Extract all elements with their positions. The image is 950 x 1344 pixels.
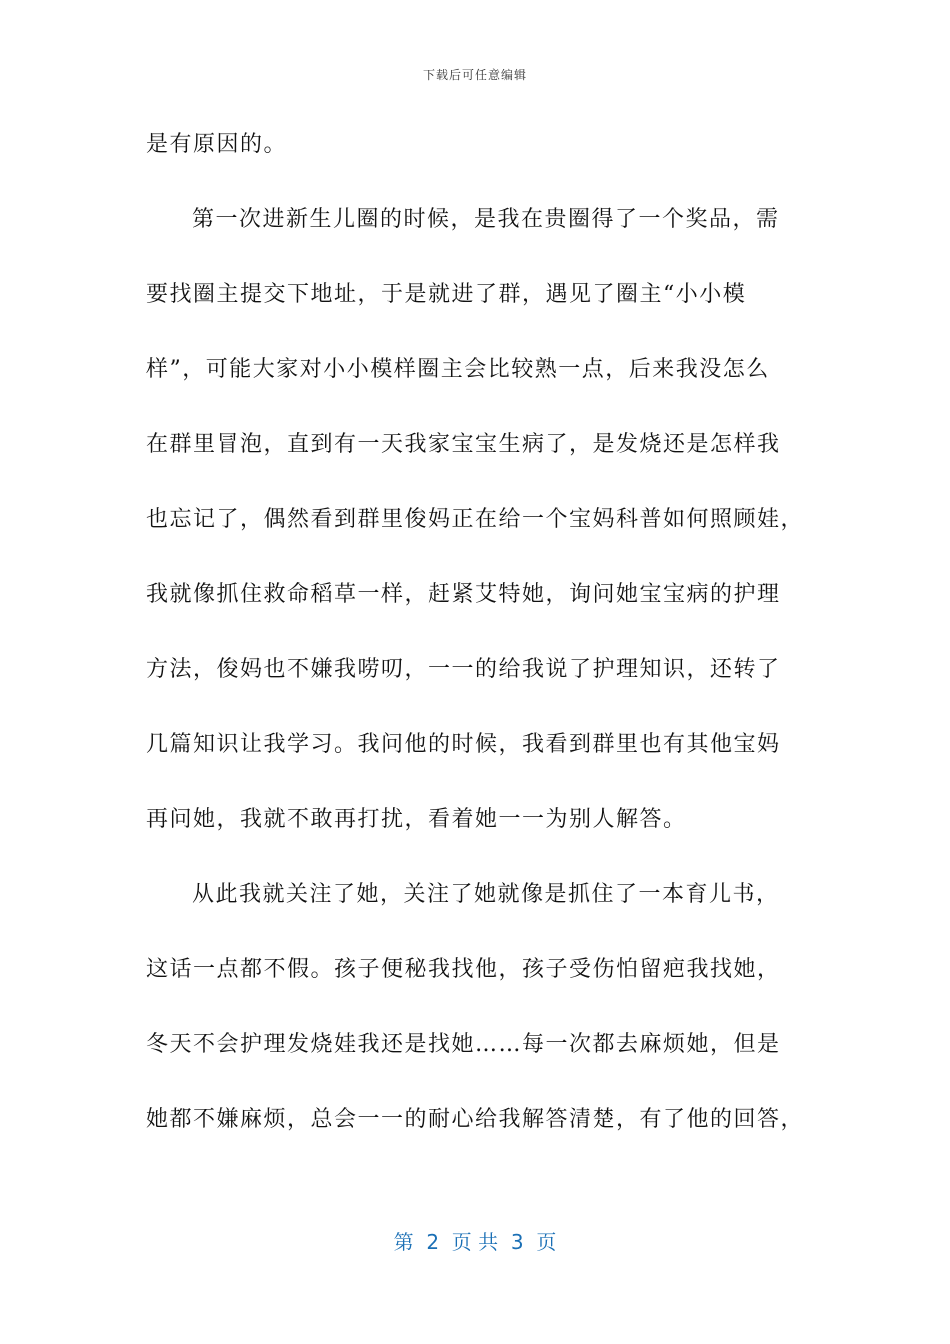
- text-line: 方法，俊妈也不嫌我唠叨，一一的给我说了护理知识，还转了: [146, 657, 781, 682]
- text-line: 要找圈主提交下地址，于是就进了群，遇见了圈主“小小模: [146, 282, 747, 307]
- text-line: 几篇知识让我学习。我问他的时候，我看到群里也有其他宝妈: [146, 732, 781, 757]
- text-line: 也忘记了，偶然看到群里俊妈正在给一个宝妈科普如何照顾娃，: [146, 507, 805, 532]
- text-line: 冬天不会护理发烧娃我还是找她……每一次都去麻烦她，但是: [146, 1032, 781, 1057]
- text-line: 她都不嫌麻烦，总会一一的耐心给我解答清楚，有了他的回答，: [146, 1107, 805, 1132]
- page-number: 第 2 页 共 3 页: [393, 1230, 557, 1254]
- document-body: [146, 0, 806, 1344]
- text-line: 这话一点都不假。孩子便秘我找他，孩子受伤怕留疤我找她，: [146, 957, 781, 982]
- text-line: 从此我就关注了她，关注了她就像是抓住了一本育儿书，: [192, 882, 780, 907]
- text-line: 在群里冒泡，直到有一天我家宝宝生病了，是发烧还是怎样我: [146, 432, 781, 457]
- page-header: 下载后可任意编辑: [422, 68, 527, 82]
- text-line: 是有原因的。: [146, 132, 288, 157]
- text-line: 第一次进新生儿圈的时候，是我在贵圈得了一个奖品，需: [192, 207, 780, 232]
- text-line: 再问她，我就不敢再打扰，看着她一一为别人解答。: [146, 807, 687, 832]
- text-line: 样”，可能大家对小小模样圈主会比较熟一点，后来我没怎么: [146, 357, 770, 382]
- text-line: 我就像抓住救命稻草一样，赶紧艾特她，询问她宝宝病的护理: [146, 582, 781, 607]
